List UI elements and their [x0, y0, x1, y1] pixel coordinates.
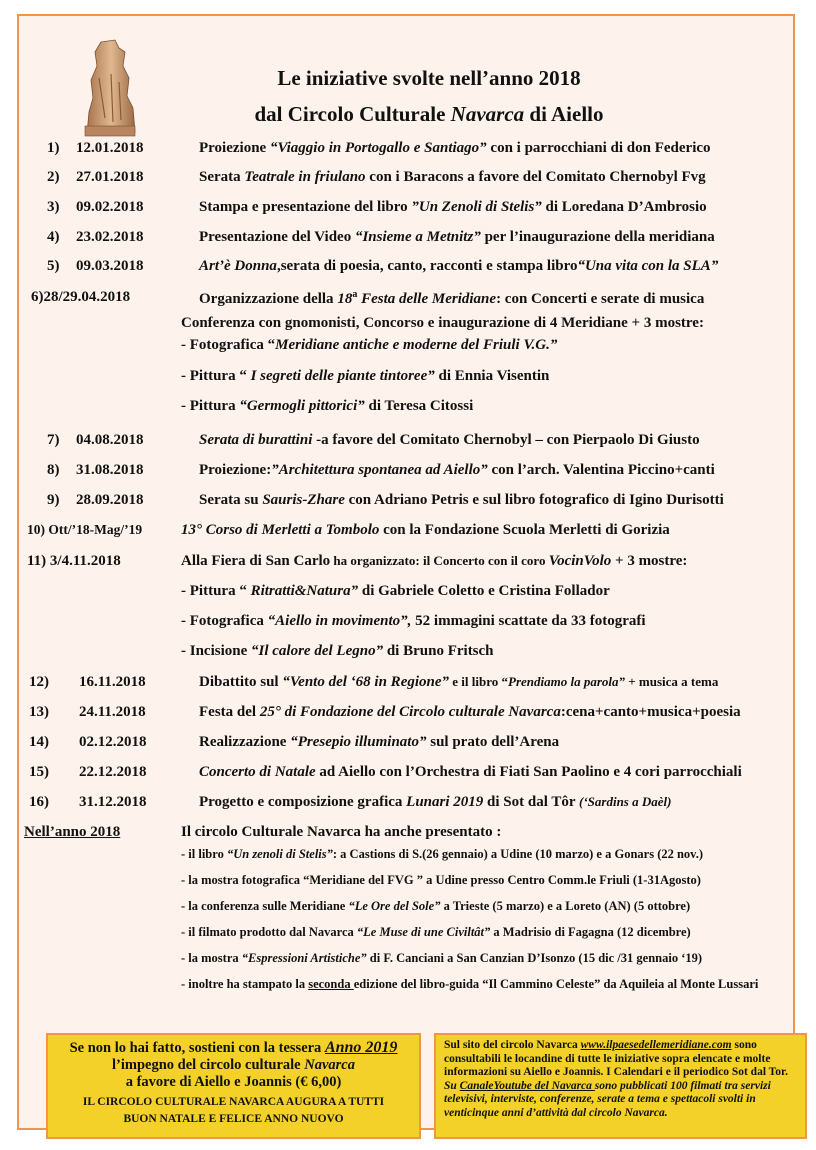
- event-row: [19, 794, 795, 816]
- text-segment: Il circolo Culturale Navarca ha anche presentato :: [181, 824, 502, 840]
- text-segment: “Una vita con la SLA”: [577, 258, 719, 274]
- event-date: 12.01.2018: [76, 140, 144, 156]
- text-segment: ad Aiello con l’Orchestra di Fiati San Paolino e 4 cori parrocchiali: [315, 764, 742, 780]
- event-description: [199, 289, 704, 308]
- text-segment: - il filmato prodotto dal Navarca: [181, 925, 357, 939]
- event-date: 09.03.2018: [76, 258, 144, 274]
- text-segment: - la mostra fotografica “Meridiane del FVG ” a Udine presso Centro Comm.le Friuli (1-31Agosto): [181, 873, 701, 887]
- event-description: [199, 169, 706, 186]
- text-segment: - Incisione: [181, 643, 252, 659]
- event-date: 02.12.2018: [79, 734, 147, 750]
- event-row: [19, 734, 795, 756]
- event-row: [19, 462, 795, 484]
- text-segment: con i parrocchiani di don Federico: [486, 140, 711, 156]
- event-description: [199, 462, 715, 479]
- event-row: [19, 258, 795, 280]
- text-segment: - Pittura “: [181, 583, 251, 599]
- event-row: [19, 674, 795, 696]
- text-segment: + musica a tema: [625, 674, 719, 689]
- text-segment: - inoltre ha stampato la: [181, 977, 309, 991]
- text-segment: e il libro “: [449, 674, 508, 689]
- text-segment: 13° Corso di Merletti a Tombolo: [181, 522, 380, 538]
- text-segment: di Loredana D’Ambrosio: [541, 199, 707, 215]
- text-segment: Sauris-Zhare: [262, 492, 345, 508]
- text-segment: Teatrale in friulano: [244, 169, 366, 185]
- year-summary-item: [181, 873, 701, 888]
- text-segment: (‘Sardins a Daèl): [579, 794, 672, 809]
- text-segment: : a Castions di S.(26 gennaio) a Udine (10 marzo) e a Gonars (22 nov.): [332, 847, 704, 861]
- event-row: [19, 704, 795, 726]
- event-number: 13): [29, 704, 49, 720]
- text-segment: Ritratti&Natura”: [250, 583, 359, 599]
- event-row: [19, 169, 795, 191]
- event-date: 27.01.2018: [76, 169, 144, 185]
- text-segment: di Bruno Fritsch: [383, 643, 494, 659]
- text-segment: di Teresa Citossi: [364, 398, 474, 414]
- text-segment: a: [352, 289, 358, 300]
- title-line1: Le iniziative svolte nell’anno 2018: [277, 66, 581, 90]
- text-segment: “Germogli pittorici”: [239, 398, 365, 414]
- text-segment: Presentazione del Video: [199, 229, 355, 245]
- text-segment: “Il calore del Legno”: [251, 643, 384, 659]
- text-segment: Prendiamo la parola”: [508, 674, 626, 689]
- text-segment: Meridiane antiche e moderne del Friuli V.G.”: [275, 337, 558, 353]
- text-segment: Conferenza con gnomonisti, Concorso e inaugurazione di 4 Meridiane + 3 mostre:: [181, 315, 704, 331]
- text-segment: - Pittura: [181, 398, 240, 414]
- text-segment: Organizzazione della: [199, 291, 338, 307]
- text-segment: “Vento del ‘68 in Regione”: [282, 674, 450, 690]
- event-date: 22.12.2018: [79, 764, 147, 780]
- text-segment: con i Baracons a favore del Comitato Chernobyl Fvg: [365, 169, 706, 185]
- event-number: 3): [47, 199, 60, 215]
- statue-image: [79, 38, 141, 138]
- text-segment: seconda: [308, 977, 354, 991]
- event-description: [199, 492, 724, 509]
- text-segment: di F. Canciani a San Canzian D’Isonzo (15 dic /31 gennaio ‘19): [366, 951, 703, 965]
- event11-detail-line: [181, 613, 646, 630]
- event-row: [19, 289, 795, 311]
- event-number: 10) Ott/’18-Mag/’19: [27, 522, 143, 537]
- text-segment: ”Un Zenoli di Stelis”: [411, 199, 542, 215]
- text-segment: Serata: [199, 169, 245, 185]
- event-description: [199, 229, 715, 246]
- event-row: [19, 553, 795, 575]
- text-segment: 25° di Fondazione del Circolo culturale Navarca: [259, 704, 561, 720]
- text-segment: 52 immagini scattate da 33 fotografi: [411, 613, 646, 629]
- text-segment: “Le Muse di une Civiltât”: [356, 925, 491, 939]
- text-segment: Concerto di Natale: [199, 764, 316, 780]
- text-segment: “Aiello in movimento”,: [267, 613, 412, 629]
- event-date: 16.11.2018: [79, 674, 146, 690]
- event6-detail-line: [181, 368, 549, 385]
- event-number: 16): [29, 794, 49, 810]
- event-number: 2): [47, 169, 60, 185]
- event6-detail-line: [181, 398, 473, 415]
- event-number: 15): [29, 764, 49, 780]
- event-description: [199, 258, 718, 275]
- event6-detail-line: [181, 315, 704, 332]
- text-segment: Proiezione: [199, 140, 270, 156]
- text-segment: Dibattito sul: [199, 674, 283, 690]
- year-summary-item: [181, 899, 690, 914]
- year-summary-item: [181, 951, 702, 966]
- text-segment: di Sot dal Tôr: [483, 794, 580, 810]
- event11-detail-line: [181, 643, 494, 660]
- year-summary-label: Nell’anno 2018: [24, 824, 121, 840]
- text-segment: -a favore del Comitato Chernobyl – con Pierpaolo Di Giusto: [312, 432, 700, 448]
- year-summary-item: [181, 847, 703, 862]
- year-summary-intro: [181, 824, 501, 841]
- event-description: [181, 553, 687, 570]
- event-description: [199, 734, 559, 751]
- text-segment: edizione del libro-guida “Il Cammino Celeste” da Aquileia al Monte Lussari: [353, 977, 759, 991]
- event-date: 23.02.2018: [76, 229, 144, 245]
- text-segment: - la conferenza sulle Meridiane: [181, 899, 349, 913]
- event-number: 8): [47, 462, 60, 478]
- text-segment: Lunari 2019: [406, 794, 484, 810]
- text-segment: con Adriano Petris e sul libro fotografico di Igino Durisotti: [344, 492, 724, 508]
- text-segment: Realizzazione: [199, 734, 291, 750]
- event-date: 31.08.2018: [76, 462, 144, 478]
- event-number: 11) 3/4.11.2018: [27, 553, 121, 569]
- event-description: [199, 674, 718, 691]
- text-segment: + 3 mostre:: [611, 553, 688, 569]
- event11-detail-line: [181, 583, 610, 600]
- event-number: 9): [47, 492, 60, 508]
- event-row: [19, 140, 795, 162]
- text-segment: sul prato dell’Arena: [426, 734, 560, 750]
- text-segment: a Madrisio di Fagagna (12 dicembre): [490, 925, 691, 939]
- text-segment: Proiezione:: [199, 462, 272, 478]
- event-description: [199, 794, 671, 811]
- event-number: 7): [47, 432, 60, 448]
- text-segment: Art’è Donna: [199, 258, 277, 274]
- page-frame: [17, 14, 795, 1130]
- text-segment: Serata su: [199, 492, 263, 508]
- text-segment: “Espressioni Artistiche”: [241, 951, 367, 965]
- event-row: [19, 492, 795, 514]
- year-summary-item: [181, 977, 758, 992]
- event-row: [19, 199, 795, 221]
- event-number: 5): [47, 258, 60, 274]
- event-date: 04.08.2018: [76, 432, 144, 448]
- event-row: [19, 432, 795, 454]
- website-link[interactable]: www.ilpaesedellemeridiane.com: [580, 1039, 732, 1051]
- event-description: [199, 199, 707, 216]
- text-segment: di Ennia Visentin: [434, 368, 550, 384]
- text-segment: :cena+canto+musica+poesia: [560, 704, 741, 720]
- text-segment: a Trieste (5 marzo) e a Loreto (AN) (5 ottobre): [440, 899, 691, 913]
- text-segment: “Le Ore del Sole”: [348, 899, 441, 913]
- event-row: [19, 229, 795, 251]
- text-segment: - Fotografica “: [181, 337, 276, 353]
- text-segment: Festa delle Meridiane: [357, 291, 497, 307]
- text-segment: con la Fondazione Scuola Merletti di Gorizia: [379, 522, 670, 538]
- event-description: [181, 522, 670, 539]
- event-number: 4): [47, 229, 60, 245]
- title-line2: dal Circolo Culturale Navarca di Aiello: [254, 102, 604, 126]
- text-segment: “Presepio illuminato”: [290, 734, 427, 750]
- text-segment: - il libro: [181, 847, 227, 861]
- event-description: [199, 764, 742, 781]
- text-segment: Festa del: [199, 704, 260, 720]
- text-segment: con l’arch. Valentina Piccino+canti: [487, 462, 715, 478]
- event-date: 09.02.2018: [76, 199, 144, 215]
- event-number: 14): [29, 734, 49, 750]
- text-segment: “Un zenoli di Stelis”: [226, 847, 333, 861]
- event-number: 12): [29, 674, 49, 690]
- text-segment: Progetto e composizione grafica: [199, 794, 407, 810]
- text-segment: di Gabriele Coletto e Cristina Follador: [358, 583, 610, 599]
- membership-box: Se non lo hai fatto, sostieni con la tessera Anno 2019 l’impegno del circolo culturale Navarca a favore di Aiello e Joannis (€ 6,00) IL CIRCOLO CULTURALE NAVARCA AUGURA A TUTTI BUON NATALE E FELICE ANNO NUOVO: [46, 1033, 421, 1139]
- text-segment: - la mostra: [181, 951, 242, 965]
- text-segment: ”Architettura spontanea ad Aiello”: [271, 462, 488, 478]
- text-segment: ,serata di poesia, canto, racconti e stampa libro: [276, 258, 578, 274]
- text-segment: - Fotografica: [181, 613, 268, 629]
- text-segment: : con Concerti e serate di musica: [496, 291, 705, 307]
- text-segment: VocinVolo: [548, 553, 612, 569]
- text-segment: I segreti delle piante tintoree”: [250, 368, 435, 384]
- event-description: [199, 704, 741, 721]
- text-segment: Serata di burattini: [199, 432, 313, 448]
- event-date: 31.12.2018: [79, 794, 147, 810]
- event-description: [199, 140, 711, 157]
- text-segment: - Pittura “: [181, 368, 251, 384]
- text-segment: per l’inaugurazione della meridiana: [480, 229, 715, 245]
- event-row: [19, 522, 795, 544]
- text-segment: “Insieme a Metnitz”: [354, 229, 481, 245]
- event-number: 6)28/29.04.2018: [31, 289, 131, 305]
- text-segment: ha organizzato: il Concerto con il coro: [330, 553, 549, 568]
- text-segment: “Viaggio in Portogallo e Santiago”: [269, 140, 487, 156]
- event-date: 24.11.2018: [79, 704, 146, 720]
- year-summary-item: [181, 925, 691, 940]
- text-segment: Alla Fiera di San Carlo: [181, 553, 331, 569]
- text-segment: Stampa e presentazione del libro: [199, 199, 412, 215]
- event6-detail-line: [181, 337, 557, 354]
- text-segment: 18: [337, 291, 353, 307]
- website-info-box: Sul sito del circolo Navarca www.ilpaesedellemeridiane.com sono consultabili le locandine di tutte le iniziative sopra elencate e molte informazioni su Aiello e Joannis. I Calendari e il periodico Sot dal Tor. Su CanaleYoutube del Navarca sono pubblicati 100 filmati tra servizi televisivi, interviste, conferenze, serate a tema e spettacoli svolti in venticinque anni d’attività dal circolo Navarca.: [434, 1033, 807, 1139]
- event-date: 28.09.2018: [76, 492, 144, 508]
- event-row: [19, 764, 795, 786]
- event-number: 1): [47, 140, 60, 156]
- youtube-link[interactable]: CanaleYoutube del Navarca: [459, 1079, 595, 1092]
- event-description: [199, 432, 700, 449]
